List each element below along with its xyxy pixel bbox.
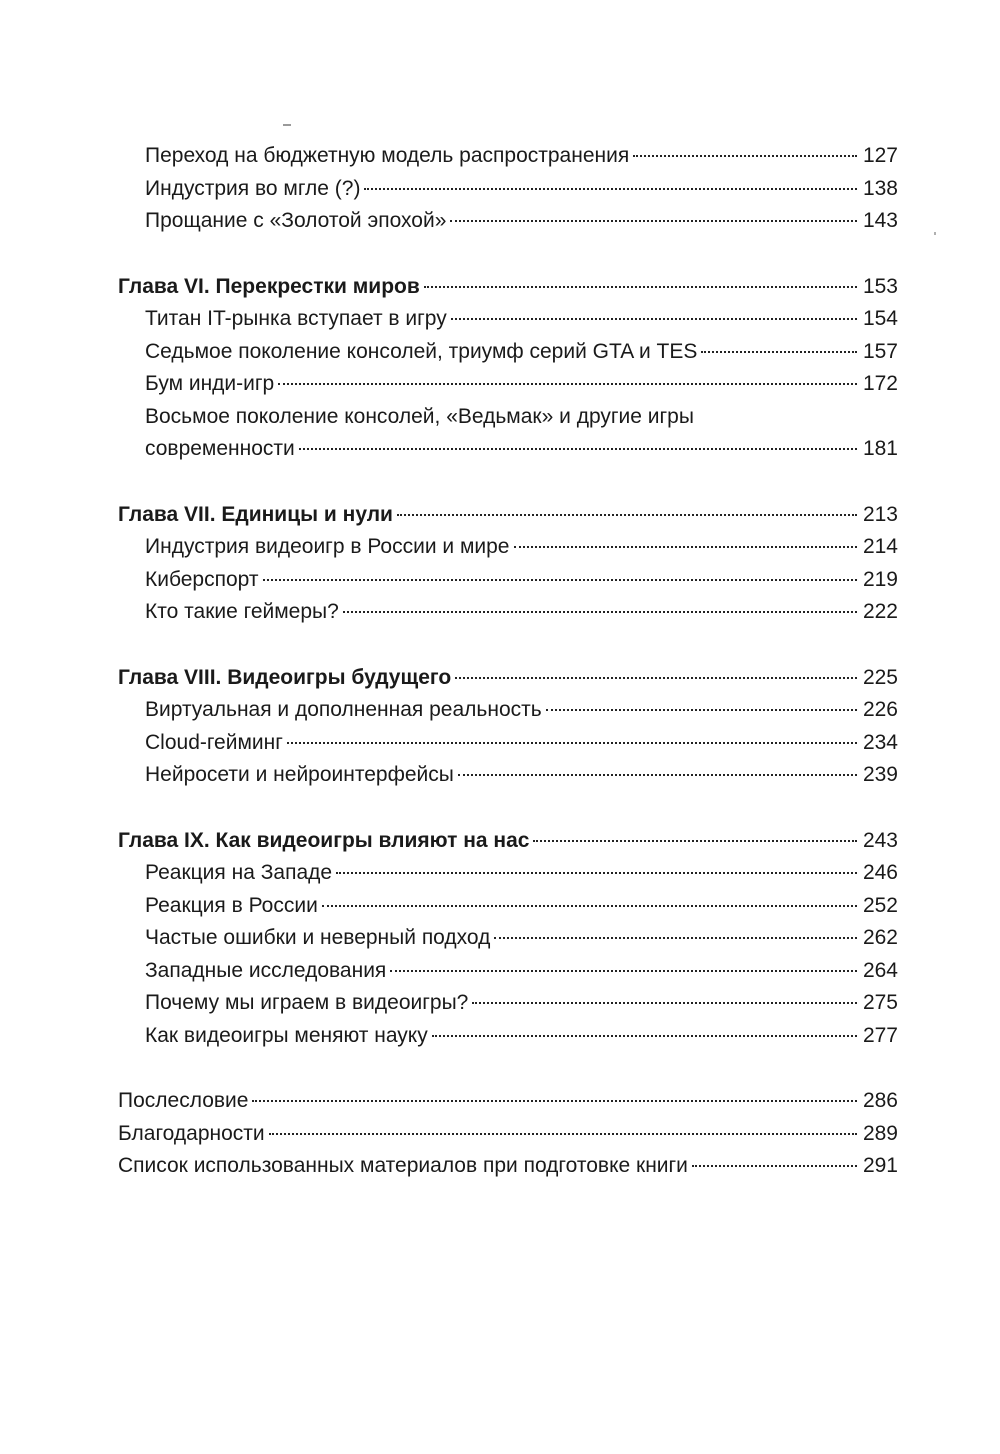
toc-entry-title: Титан IT-рынка вступает в игру <box>145 307 447 330</box>
toc-entry[interactable] <box>118 987 898 1020</box>
toc-entry-page: 246 <box>862 861 898 884</box>
toc-entry-page: 127 <box>862 144 898 167</box>
dot-leader <box>336 872 857 874</box>
toc-entry[interactable] <box>118 336 898 369</box>
dot-leader <box>269 1133 857 1135</box>
toc-entry-page: 264 <box>862 958 898 982</box>
dot-leader <box>458 774 857 776</box>
toc-entry[interactable] <box>118 694 898 727</box>
dot-leader <box>450 220 857 222</box>
dot-leader <box>455 677 857 679</box>
dot-leader <box>299 448 857 450</box>
dot-leader <box>343 611 857 613</box>
toc-entry-page: 262 <box>862 926 898 949</box>
dot-leader <box>278 383 857 385</box>
toc-entry-title: Кто такие геймеры? <box>145 600 339 623</box>
toc-chapter-title: Глава VIII. Видеоигры будущего <box>118 665 452 689</box>
toc-entry-page: 181 <box>862 437 898 460</box>
toc-chapter-title: Глава VI. Перекрестки миров <box>118 274 420 298</box>
dot-leader <box>494 937 857 939</box>
dot-leader <box>472 1002 857 1004</box>
toc-entry[interactable] <box>118 531 898 564</box>
scan-speck <box>283 124 291 126</box>
toc-entry[interactable] <box>118 205 898 238</box>
toc-entry[interactable] <box>118 1020 898 1053</box>
toc-entry[interactable] <box>118 922 898 955</box>
toc-references[interactable] <box>118 1150 898 1183</box>
toc-entry-page: 252 <box>862 893 898 917</box>
toc-entry-page: 289 <box>862 1121 898 1145</box>
toc-entry-title: Индустрия видеоигр в России и мире <box>145 535 510 558</box>
toc-entry-page: 214 <box>862 535 898 558</box>
toc-entry[interactable] <box>118 173 898 206</box>
table-of-contents <box>118 140 898 1183</box>
dot-leader <box>364 188 857 190</box>
toc-entry[interactable] <box>118 857 898 890</box>
toc-entry-page: 138 <box>862 176 898 200</box>
toc-entry-title: Переход на бюджетную модель распространения <box>145 144 630 167</box>
toc-entry[interactable] <box>118 759 898 792</box>
toc-chapter-7[interactable] <box>118 499 898 532</box>
dot-leader <box>451 318 857 320</box>
toc-entry-title: Реакция на Западе <box>145 861 333 884</box>
toc-chapter-8[interactable] <box>118 662 898 695</box>
toc-entry-title: Частые ошибки и неверный подход <box>145 926 491 949</box>
toc-entry-title-line2: современности <box>145 437 295 460</box>
toc-entry[interactable] <box>118 596 898 629</box>
toc-entry[interactable] <box>118 140 898 173</box>
toc-entry-page: 154 <box>862 307 898 330</box>
dot-leader <box>252 1100 857 1102</box>
toc-entry-page: 286 <box>862 1089 898 1112</box>
toc-entry-title: Седьмое поколение консолей, триумф серий GTA и TES <box>145 339 698 363</box>
dot-leader <box>424 286 857 288</box>
toc-entry-title: Послесловие <box>118 1089 249 1112</box>
toc-entry-title: Реакция в России <box>145 893 318 917</box>
scan-speck <box>934 232 936 235</box>
toc-entry-title: Виртуальная и дополненная реальность <box>145 698 542 721</box>
toc-entry-title: Киберспорт <box>145 567 259 591</box>
toc-chapter-title: Глава IX. Как видеоигры влияют на нас <box>118 828 530 852</box>
toc-entry-title: Cloud-гейминг <box>145 730 283 754</box>
toc-entry-title: Почему мы играем в видеоигры? <box>145 991 469 1014</box>
toc-entry[interactable] <box>118 303 898 336</box>
dot-leader <box>263 579 857 581</box>
toc-entry-page: 143 <box>862 209 898 232</box>
toc-afterword[interactable] <box>118 1085 898 1118</box>
toc-chapter-page: 243 <box>862 828 898 852</box>
toc-entry-page: 226 <box>862 698 898 721</box>
toc-entry-page: 275 <box>862 991 898 1014</box>
toc-entry[interactable] <box>118 368 898 401</box>
dot-leader <box>514 546 857 548</box>
dot-leader <box>692 1165 857 1167</box>
toc-chapter-6[interactable] <box>118 271 898 304</box>
dot-leader <box>390 970 857 972</box>
toc-entry-page: 219 <box>862 567 898 591</box>
toc-entry-page: 239 <box>862 763 898 786</box>
toc-entry[interactable] <box>118 955 898 988</box>
dot-leader <box>287 742 857 744</box>
toc-entry-title: Прощание с «Золотой эпохой» <box>145 209 447 232</box>
toc-entry-page: 277 <box>862 1023 898 1047</box>
dot-leader <box>546 709 857 711</box>
dot-leader <box>633 155 857 157</box>
toc-chapter-9[interactable] <box>118 825 898 858</box>
toc-entry[interactable] <box>118 727 898 760</box>
toc-entry-title: Западные исследования <box>145 958 387 982</box>
toc-entry-title: Как видеоигры меняют науку <box>145 1023 428 1047</box>
toc-entry-page: 222 <box>862 600 898 623</box>
toc-chapter-title: Глава VII. Единицы и нули <box>118 502 393 526</box>
dot-leader <box>322 905 857 907</box>
toc-entry-page: 157 <box>862 339 898 363</box>
toc-entry-page: 172 <box>862 372 898 395</box>
toc-entry-page: 234 <box>862 730 898 754</box>
toc-entry[interactable] <box>118 433 898 466</box>
toc-entry-title-line1[interactable]: Восьмое поколение консолей, «Ведьмак» и другие игры <box>145 404 694 428</box>
dot-leader <box>432 1035 857 1037</box>
toc-chapter-page: 213 <box>862 502 898 526</box>
toc-entry-page: 291 <box>862 1154 898 1177</box>
dot-leader <box>397 514 857 516</box>
toc-entry-title: Нейросети и нейроинтерфейсы <box>145 763 454 786</box>
toc-entry-title: Индустрия во мгле (?) <box>145 176 361 200</box>
toc-chapter-page: 153 <box>862 274 898 298</box>
toc-chapter-page: 225 <box>862 665 898 689</box>
toc-entry-title: Список использованных материалов при подготовке книги <box>118 1154 688 1177</box>
toc-acknowledgements[interactable] <box>118 1118 898 1151</box>
dot-leader <box>533 840 857 842</box>
toc-entry-title: Бум инди-игр <box>145 372 275 395</box>
toc-entry[interactable] <box>118 890 898 923</box>
toc-entry-title: Благодарности <box>118 1121 265 1145</box>
toc-entry[interactable] <box>118 564 898 597</box>
dot-leader <box>701 351 857 353</box>
